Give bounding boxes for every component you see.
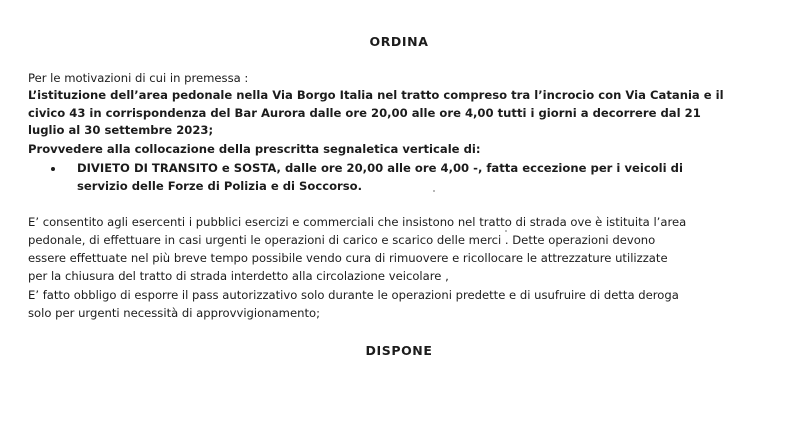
paragraph-line: Per le motivazioni di cui in premessa : (28, 71, 249, 85)
scan-speck (433, 190, 435, 192)
bullet-dot-icon (51, 167, 55, 171)
paragraph-line: solo per urgenti necessità di approvvigionamento; (28, 306, 320, 320)
paragraph-line: Provvedere alla collocazione della prescritta segnaletica verticale di: (28, 142, 481, 156)
paragraph-line: E’ consentito agli esercenti i pubblici esercizi e commerciali che insistono nel tratto di strada ove è istituita l’area (28, 215, 687, 229)
paragraph-line: luglio al 30 settembre 2023; (28, 123, 214, 137)
paragraph-line: per la chiusura del tratto di strada interdetto alla circolazione veicolare , (28, 269, 449, 283)
heading-ordina: ORDINA (369, 34, 429, 49)
paragraph-line: civico 43 in corrispondenza del Bar Aurora dalle ore 20,00 alle ore 4,00 tutti i giorni a decorrere dal 21 (28, 106, 701, 120)
paragraph-line: pedonale, di effettuare in casi urgenti le operazioni di carico e scarico delle merci . Dette operazioni devono (28, 233, 656, 247)
paragraph-line: L’istituzione dell’area pedonale nella Via Borgo Italia nel tratto compreso tra l’incrocio con Via Catania e il (28, 88, 724, 102)
paragraph-line: E’ fatto obbligo di esporre il pass autorizzativo solo durante le operazioni predette e di usufruire di detta deroga (28, 288, 679, 302)
heading-dispone: DISPONE (365, 343, 433, 358)
paragraph-line: essere effettuate nel più breve tempo possibile vendo cura di rimuovere e ricollocare le attrezzature utilizzate (28, 251, 668, 265)
bullet-line: DIVIETO DI TRANSITO e SOSTA, dalle ore 20,00 alle ore 4,00 -, fatta eccezione per i veicoli di (77, 161, 683, 175)
bullet-line: servizio delle Forze di Polizia e di Soccorso. (77, 179, 363, 193)
